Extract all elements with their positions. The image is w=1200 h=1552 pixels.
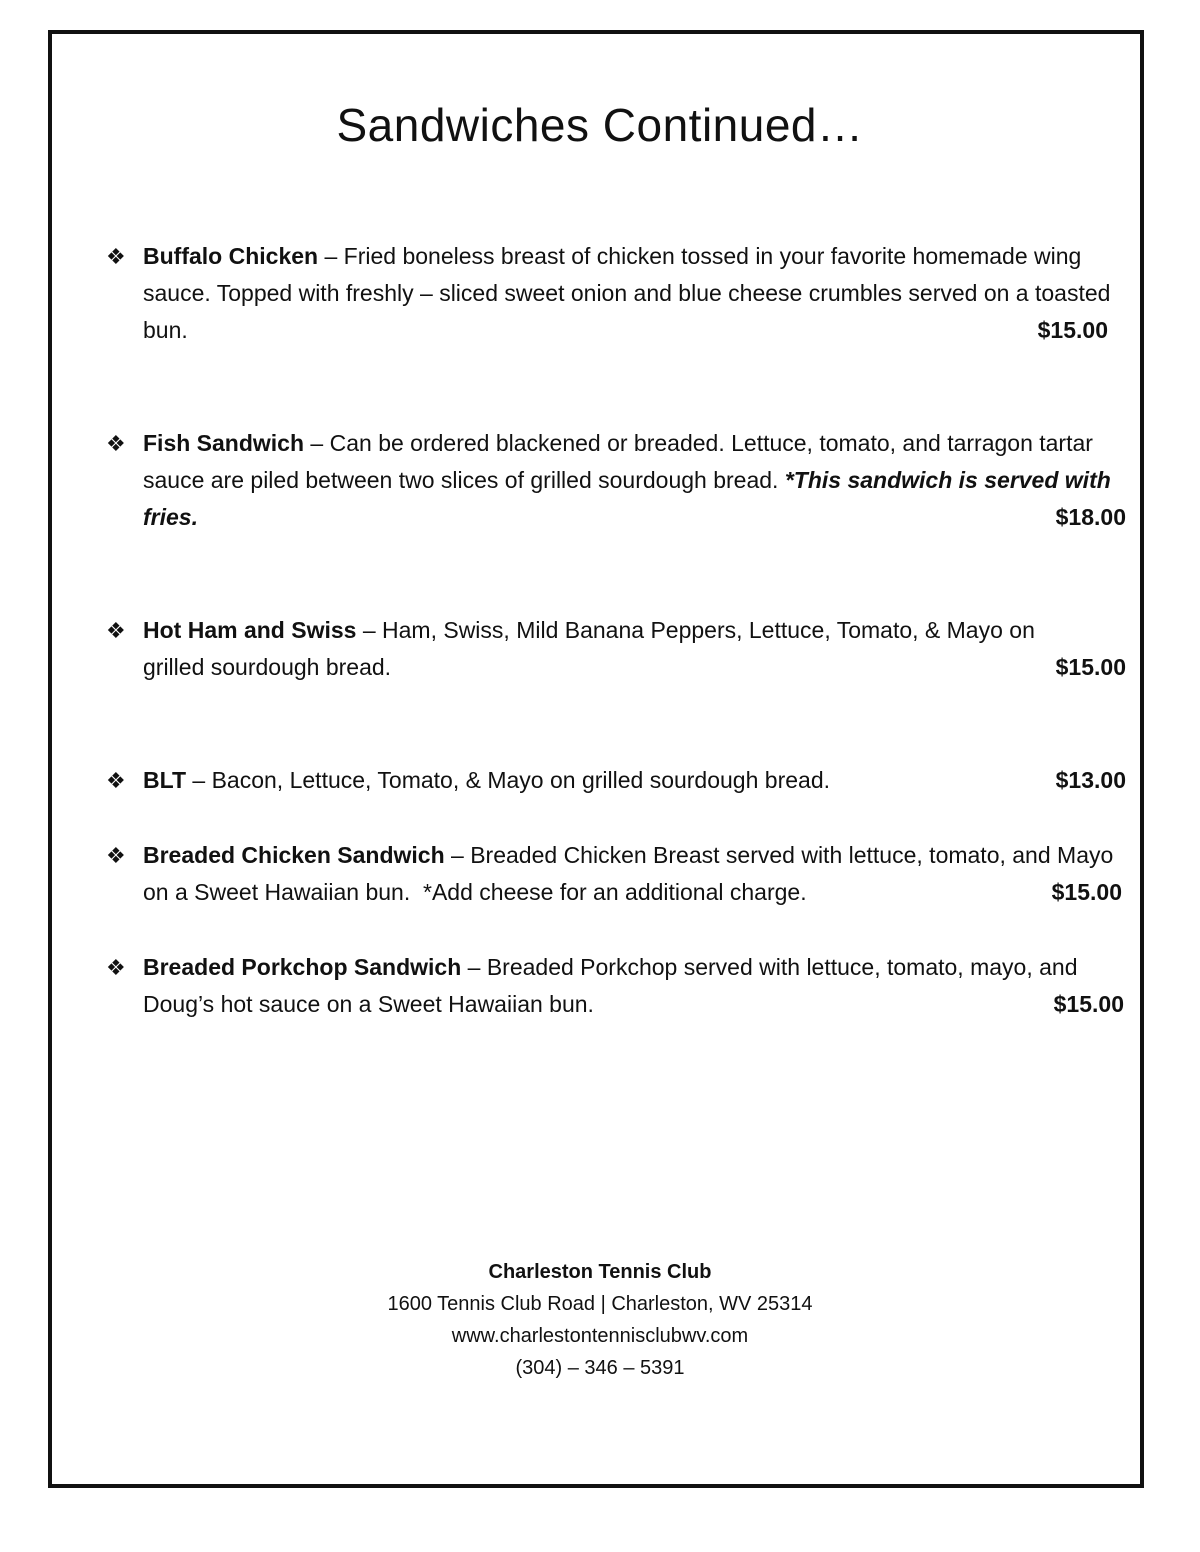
menu-item-price: $18.00 [1055, 504, 1126, 530]
menu-item-text [143, 949, 1126, 1023]
menu-item-name: Buffalo Chicken [143, 243, 319, 269]
diamond-dots-icon: ❖ [106, 244, 126, 269]
club-footer [0, 1256, 1200, 1384]
menu-item-text [143, 425, 1126, 536]
club-website: www.charlestontennisclubwv.com [451, 1325, 749, 1347]
diamond-dots-icon: ❖ [106, 618, 126, 643]
club-name: Charleston Tennis Club [488, 1261, 712, 1283]
menu-item-description: Can be ordered blackened or breaded. Lettuce, tomato, and tarragon tartar sauce are piled between two slices of grilled sourdough bread. [143, 430, 1093, 493]
menu-item-name: Hot Ham and Swiss [143, 617, 357, 643]
menu-item-fish-sandwich [106, 425, 1126, 536]
menu-item-text [143, 612, 1126, 686]
menu-item-description: Bacon, Lettuce, Tomato, & Mayo on grilled sourdough bread. [211, 767, 830, 793]
menu-item-separator: – [304, 430, 330, 456]
menu-item-name: BLT [143, 767, 187, 793]
menu-item-note: *This sandwich is served with fries. [143, 467, 1111, 530]
menu-item-price: $15.00 [1055, 654, 1126, 680]
menu-item-description: Breaded Porkchop served with lettuce, tomato, mayo, and Doug’s hot sauce on a Sweet Hawaiian bun. [143, 954, 1078, 1017]
menu-item-breaded-chicken-sandwich [106, 837, 1126, 911]
menu-item-description: Fried boneless breast of chicken tossed in your favorite homemade wing sauce. Topped with freshly – sliced sweet onion and blue cheese crumbles served on a toasted bun. [143, 243, 1111, 343]
menu-item-price: $15.00 [1053, 991, 1124, 1017]
menu-item-breaded-porkchop-sandwich [106, 949, 1126, 1023]
menu-item-buffalo-chicken [106, 238, 1126, 349]
diamond-dots-icon: ❖ [106, 431, 126, 456]
menu-item-text [143, 837, 1126, 911]
menu-item-text [143, 762, 1126, 799]
club-address: 1600 Tennis Club Road | Charleston, WV 25314 [387, 1293, 813, 1315]
menu-item-separator: – [461, 954, 487, 980]
menu-item-price: $15.00 [1051, 879, 1122, 905]
menu-item-separator: – [356, 617, 383, 643]
menu-item-name: Fish Sandwich [143, 430, 305, 456]
menu-item-name: Breaded Chicken Sandwich [143, 842, 445, 868]
menu-item-price: $13.00 [1055, 767, 1126, 793]
menu-item-separator: – [186, 767, 212, 793]
page-title: Sandwiches Continued… [336, 99, 864, 151]
menu-item-price: $15.00 [1037, 317, 1108, 343]
diamond-dots-icon: ❖ [106, 768, 126, 793]
menu-item-name: Breaded Porkchop Sandwich [143, 954, 462, 980]
menu-item-blt [106, 762, 1126, 799]
menu-item-separator: – [444, 842, 471, 868]
menu-item-separator: – [318, 243, 344, 269]
menu-item-description: Ham, Swiss, Mild Banana Peppers, Lettuce, Tomato, & Mayo on grilled sourdough bread. [143, 617, 1035, 680]
diamond-dots-icon: ❖ [106, 955, 126, 980]
menu-item-text [143, 238, 1126, 349]
menu-item-description: Breaded Chicken Breast served with lettuce, tomato, and Mayo on a Sweet Hawaiian bun. *Add cheese for an additional charge. [143, 842, 1120, 905]
club-phone: (304) – 346 – 5391 [515, 1357, 685, 1379]
diamond-dots-icon: ❖ [106, 843, 126, 868]
menu-item-hot-ham-and-swiss [106, 612, 1126, 686]
